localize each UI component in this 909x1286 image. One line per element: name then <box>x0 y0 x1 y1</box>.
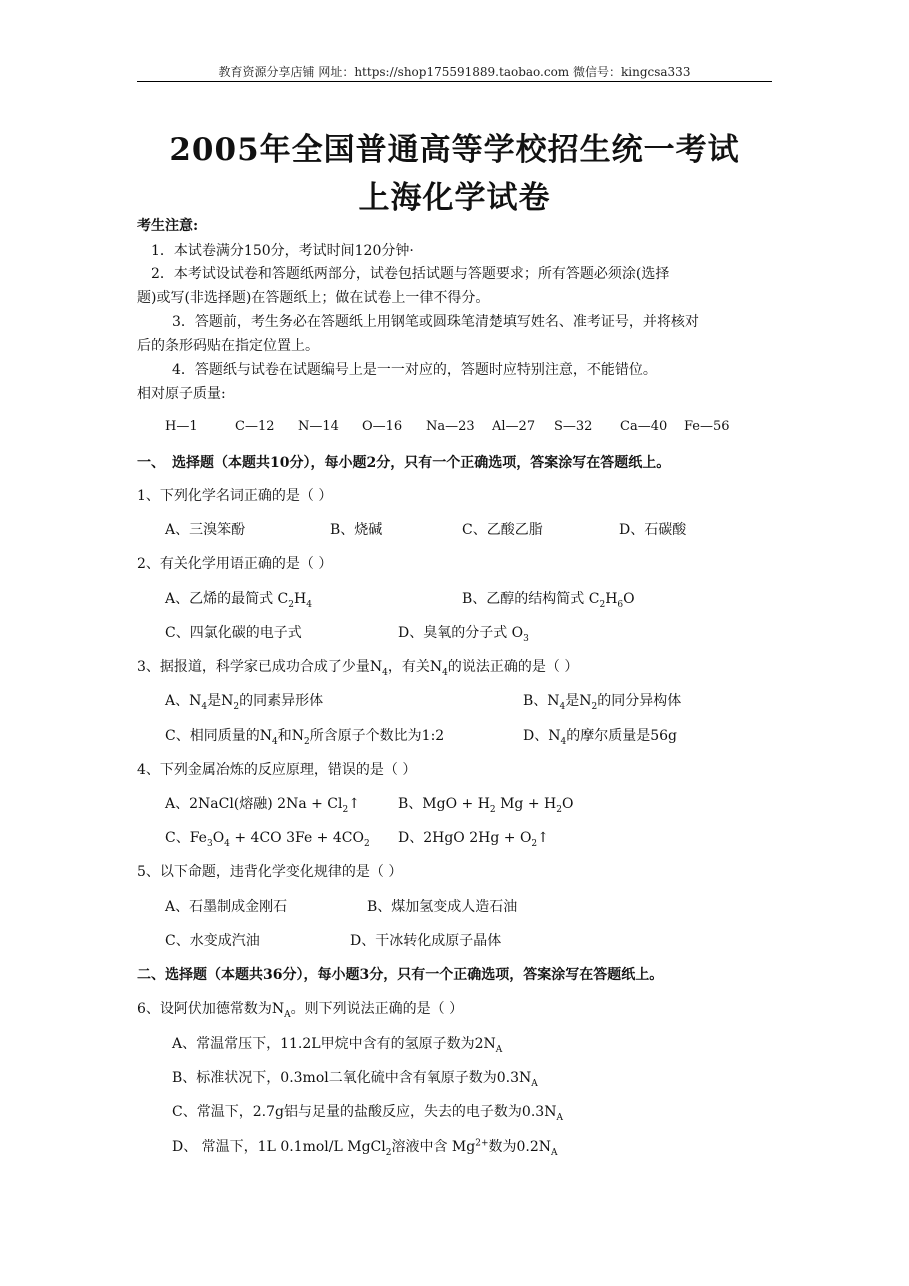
q4-option-a: A、2NaCl(熔融) $2Na + Cl_2↑$ <box>165 796 360 815</box>
q4-option-b: B、MgO + $H_2$ $Mg + H_2O$ <box>398 796 574 815</box>
section-2-heading: 二、选择题（本题共36分），每小题3分，只有一个正确选项，答案涂写在答题纸上。 <box>137 967 664 983</box>
page-header: 教育资源分享店铺 网址：https://shop175591889.taobao.com 微信号：kingcsa333 <box>218 65 691 79</box>
q5-option-d: D、干冰转化成原子晶体 <box>350 933 502 949</box>
header-rule <box>137 81 772 82</box>
mass-o: O—16 <box>362 419 403 434</box>
q3-stem: 3、据报道，科学家已成功合成了少量$N_4$，有关$N_4$的说法正确的是（ ） <box>137 659 579 678</box>
mass-h: H—1 <box>165 419 198 434</box>
q5-stem: 5、以下命题，违背化学变化规律的是（ ） <box>137 864 403 880</box>
q6-option-a: A、常温常压下，11.2L甲烷中含有的氢原子数为$2N_A$ <box>172 1036 503 1055</box>
q1-option-c: C、乙酸乙脂 <box>462 522 543 538</box>
q5-option-c: C、水变成汽油 <box>165 933 260 949</box>
exam-title-line2: 上海化学试卷 <box>358 180 551 216</box>
mass-al: Al—27 <box>492 419 536 434</box>
q3-option-c: C、相同质量的$N_4$和$N_2$所含原子个数比为1:2 <box>165 728 445 747</box>
q4-option-c: C、$Fe_3O_4 + 4CO$ $3Fe + 4CO_2$ <box>165 830 370 849</box>
q1-option-d: D、石碳酸 <box>619 522 687 538</box>
q6-option-c: C、常温下，2.7g铝与足量的盐酸反应，失去的电子数为$0.3N_A$ <box>172 1104 563 1123</box>
q4-stem: 4、下列金属冶炼的反应原理，错误的是（ ） <box>137 762 417 778</box>
q2-option-b: B、乙醇的结构简式 $C_2H_6O$ <box>462 591 635 610</box>
q1-stem: 1、下列化学名词正确的是（ ） <box>137 488 333 504</box>
notice-item-3b: 后的条形码贴在指定位置上。 <box>137 338 319 354</box>
notice-item-4: 4．答题纸与试卷在试题编号上是一一对应的，答题时应特别注意，不能错位。 <box>172 362 657 378</box>
mass-fe: Fe—56 <box>684 419 730 434</box>
q3-option-a: A、$N_4$是$N_2$的同素异形体 <box>165 693 324 712</box>
notice-item-3a: 3．答题前，考生务必在答题纸上用钢笔或圆珠笔清楚填写姓名、准考证号，并将核对 <box>172 314 699 330</box>
q2-option-c: C、四氯化碳的电子式 <box>165 625 302 641</box>
q6-option-d: D、 常温下，1L 0.1mol/L MgCl$_2$溶液中含 $Mg^{2+}$数为$0.2N_A$ <box>172 1138 558 1158</box>
mass-n: N—14 <box>298 419 339 434</box>
exam-title-line1: 2005年全国普通高等学校招生统一考试 <box>169 132 740 168</box>
q6-stem: 6、设阿伏加德常数为$N_A$。则下列说法正确的是（ ） <box>137 1001 464 1020</box>
q1-option-a: A、三溴笨酚 <box>165 522 246 538</box>
mass-s: S—32 <box>554 419 593 434</box>
notice-heading: 考生注意: <box>137 218 199 234</box>
mass-c: C—12 <box>235 419 275 434</box>
q5-option-b: B、煤加氢变成人造石油 <box>367 899 518 915</box>
q3-option-d: D、$N_4$的摩尔质量是56g <box>523 728 677 747</box>
q1-option-b: B、烧碱 <box>330 522 383 538</box>
q2-stem: 2、有关化学用语正确的是（ ） <box>137 556 333 572</box>
q2-option-d: D、臭氧的分子式 $O_3$ <box>398 625 529 644</box>
q5-option-a: A、石墨制成金刚石 <box>165 899 288 915</box>
section-1-heading: 一、 选择题（本题共10分），每小题2分，只有一个正确选项，答案涂写在答题纸上。 <box>137 455 671 471</box>
atomic-mass-label: 相对原子质量: <box>137 386 226 402</box>
q2-option-a: A、乙烯的最简式 $C_2H_4$ <box>165 591 312 610</box>
q6-option-b: B、标准状况下，0.3mol二氧化硫中含有氧原子数为$0.3N_A$ <box>172 1070 538 1089</box>
notice-item-1: 1．本试卷满分150分，考试时间120分钟· <box>151 243 414 259</box>
q4-option-d: D、2HgO $2Hg + O_2↑$ <box>398 830 549 849</box>
notice-item-2a: 2．本考试设试卷和答题纸两部分，试卷包括试题与答题要求；所有答题必须涂(选择 <box>151 266 670 282</box>
q3-option-b: B、$N_4$是$N_2$的同分异构体 <box>523 693 682 712</box>
notice-item-2b: 题)或写(非选择题)在答题纸上；做在试卷上一律不得分。 <box>137 290 490 306</box>
mass-ca: Ca—40 <box>620 419 668 434</box>
mass-na: Na—23 <box>426 419 475 434</box>
